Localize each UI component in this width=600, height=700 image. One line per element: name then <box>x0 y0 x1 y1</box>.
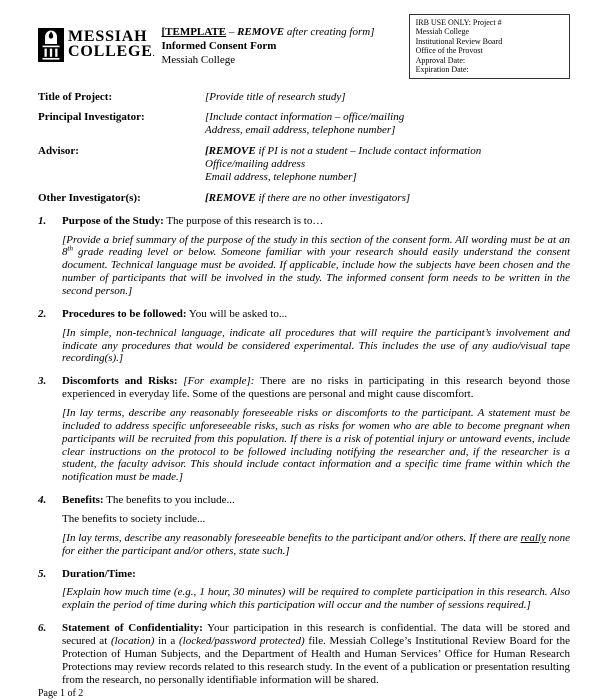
advisor-line1-rest: if PI is not a student – Include contact information <box>255 145 482 158</box>
college-logo <box>38 27 154 63</box>
other-value-rest: if there are no other investigators] <box>255 191 411 204</box>
section-duration-note: [Explain how much time (e.g., 1 hour, 30 minutes) will be required to complete participation in this research. Also explain the period of time during which this participation will occur and the number of sessions required.] <box>62 586 570 612</box>
section-risks-example-tag: [For example]: <box>177 375 261 388</box>
section-procedures-note: [In simple, non-technical language, indicate all procedures that will require the participant’s involvement and indicate any procedures that would be considered experimental. This includes the use of any audio/visual tape recording(s).] <box>62 326 570 365</box>
advisor-value-line3: Email address, telephone number] <box>205 170 357 183</box>
template-banner-tail: after creating form] <box>284 26 375 38</box>
section-purpose-lead <box>62 215 570 228</box>
organization-name: Messiah College <box>161 53 236 66</box>
logo-wordmark-line1: MESSIAH <box>68 28 148 45</box>
field-value-title: [Provide title of research study] <box>205 90 346 103</box>
section-benefits-lead-text: The benefits to you include... <box>103 494 235 507</box>
field-row-advisor <box>38 145 570 184</box>
confidentiality-text-2: in a <box>154 634 179 647</box>
section-purpose-body <box>62 215 570 298</box>
section-benefits-lead <box>62 494 570 507</box>
irb-line-expiration-date: Expiration Date: <box>415 65 469 75</box>
section-duration-number: 5. <box>38 567 47 580</box>
field-row-other-investigators <box>38 192 570 205</box>
field-row-title-of-project <box>38 91 570 104</box>
purpose-note-superscript: th <box>67 244 73 253</box>
section-benefits <box>38 494 570 557</box>
other-remove-run: [REMOVE <box>205 191 256 204</box>
section-purpose-lead-text: The purpose of this research is to… <box>163 214 324 227</box>
purpose-note-a: [Provide a brief summary of the purpose of the study in this section of the consent form. All wording must be at an 8 <box>62 233 570 259</box>
section-benefits-note <box>62 532 570 558</box>
section-duration-heading: Duration/Time: <box>62 567 136 580</box>
field-label-advisor: Advisor: <box>38 145 79 158</box>
section-risks-note: [In lay terms, describe any reasonably foreseeable risks or discomforts to the participant. A statement must be included to address specific unforeseeable risks, such as risks for women who are able to become pregnant when participants will be recruited from this population. If there is a risk of potential injury or untoward events, include clear instructions on the protocol to be followed including notifying the researcher and, if the researcher is a student, the faculty advisor. This should include contact information and a specific time frame within which the notification must be made.] <box>62 406 570 484</box>
section-risks-number: 3. <box>38 375 47 388</box>
confidentiality-location-placeholder: (location) <box>110 634 155 647</box>
section-procedures-lead-text: You will be asked to... <box>186 307 288 320</box>
section-risks-heading: Discomforts and Risks: <box>62 375 178 388</box>
section-benefits-body <box>62 494 570 557</box>
template-banner-dash: – <box>226 26 238 38</box>
logo-wordmark-line2: COLLEGE. <box>68 42 155 60</box>
section-confidentiality-body <box>62 622 570 686</box>
advisor-remove-run: [REMOVE <box>205 145 256 158</box>
irb-line-office: Office of the Provost <box>415 46 483 56</box>
benefits-note-underlined: really <box>520 531 546 544</box>
section-risks-lead <box>62 375 570 401</box>
section-procedures <box>38 308 570 365</box>
irb-line-board: Institutional Review Board <box>415 36 503 46</box>
advisor-value-line2: Office/mailing address <box>205 158 306 171</box>
section-purpose-note <box>62 234 570 298</box>
document-title: Informed Consent Form <box>161 39 277 52</box>
benefits-note-a: [In lay terms, describe any reasonably foreseeable benefits to the participant and/or others. If there are <box>62 531 521 544</box>
confidentiality-text-1: Your participation in this research is confidential. The data will be stored and secured at <box>62 622 570 647</box>
section-procedures-heading: Procedures to be followed: <box>62 307 187 320</box>
section-procedures-lead <box>62 308 570 321</box>
template-banner-remove: REMOVE <box>237 26 285 38</box>
logo-trademark: . <box>152 49 155 58</box>
field-value-principal-investigator <box>205 111 404 137</box>
section-duration <box>38 568 570 613</box>
header-title-block <box>161 26 408 67</box>
field-label-principal-investigator: Principal Investigator: <box>38 111 145 124</box>
section-purpose-heading: Purpose of the Study: <box>62 214 164 227</box>
section-risks-body <box>62 375 570 484</box>
purpose-note-b: grade reading level or below. Someone familiar with your research should easily understand the consent document. Technical language must be avoided. If applicable, include how the subjects have been chosen and the number of participants that will be involved in the study. The informed consent form needs to be written in the second person.] <box>62 246 570 297</box>
confidentiality-protection-placeholder: (locked/password protected) <box>178 634 305 647</box>
section-duration-body <box>62 568 570 613</box>
consent-sections <box>38 215 570 687</box>
field-row-principal-investigator <box>38 111 570 137</box>
section-purpose <box>38 215 570 298</box>
section-discomforts-risks <box>38 375 570 484</box>
fields-section <box>38 91 570 205</box>
page-header <box>38 14 570 79</box>
section-confidentiality-number: 6. <box>38 622 47 635</box>
field-label-title: Title of Project: <box>38 90 113 103</box>
advisor-value-line1 <box>205 145 481 158</box>
field-label-other-investigators: Other Investigator(s): <box>38 191 141 204</box>
template-banner <box>161 26 408 40</box>
section-duration-lead <box>62 568 570 581</box>
pi-value-line2: Address, email address, telephone number] <box>205 124 396 137</box>
template-banner-open: [TEMPLATE <box>161 26 227 38</box>
irb-line-approval-date: Approval Date: <box>415 55 466 65</box>
section-procedures-number: 2. <box>38 307 47 320</box>
section-benefits-society-line: The benefits to society include... <box>62 512 206 525</box>
irb-use-only-box <box>409 14 570 79</box>
section-benefits-heading: Benefits: <box>62 494 104 507</box>
page-number-indicator: Page 1 of 2 <box>38 688 84 700</box>
messiah-lamp-icon <box>38 27 64 63</box>
section-risks-lead-text: There are no risks in participating in this research beyond those experienced in everyday life. Some of the questions are personal and might cause discomfort. <box>62 375 570 401</box>
logo-wordmark <box>68 30 154 63</box>
field-value-other-investigators <box>205 192 410 205</box>
section-benefits-number: 4. <box>38 494 47 507</box>
section-confidentiality-heading: Statement of Confidentiality: <box>62 622 203 635</box>
confidentiality-text-3: file. Messiah College’s Institutional Review Board for the Protection of Human Subjects, and the Department of Health and Human Services’ Office for Human Research Protections may review records related to this research study. In the event of a publication or presentation resulting from the research, no personally identifiable information will be shared. <box>62 634 570 686</box>
irb-line-project-number: IRB USE ONLY: Project # <box>415 18 502 27</box>
section-procedures-body <box>62 308 570 365</box>
irb-line-college: Messiah College <box>415 27 470 37</box>
pi-value-line1: [Include contact information – office/mailing <box>205 111 405 124</box>
field-value-advisor <box>205 145 481 184</box>
section-confidentiality <box>38 622 570 686</box>
section-purpose-number: 1. <box>38 214 47 227</box>
benefits-note-b: none for either the participant and/or others, state such.] <box>62 531 571 557</box>
